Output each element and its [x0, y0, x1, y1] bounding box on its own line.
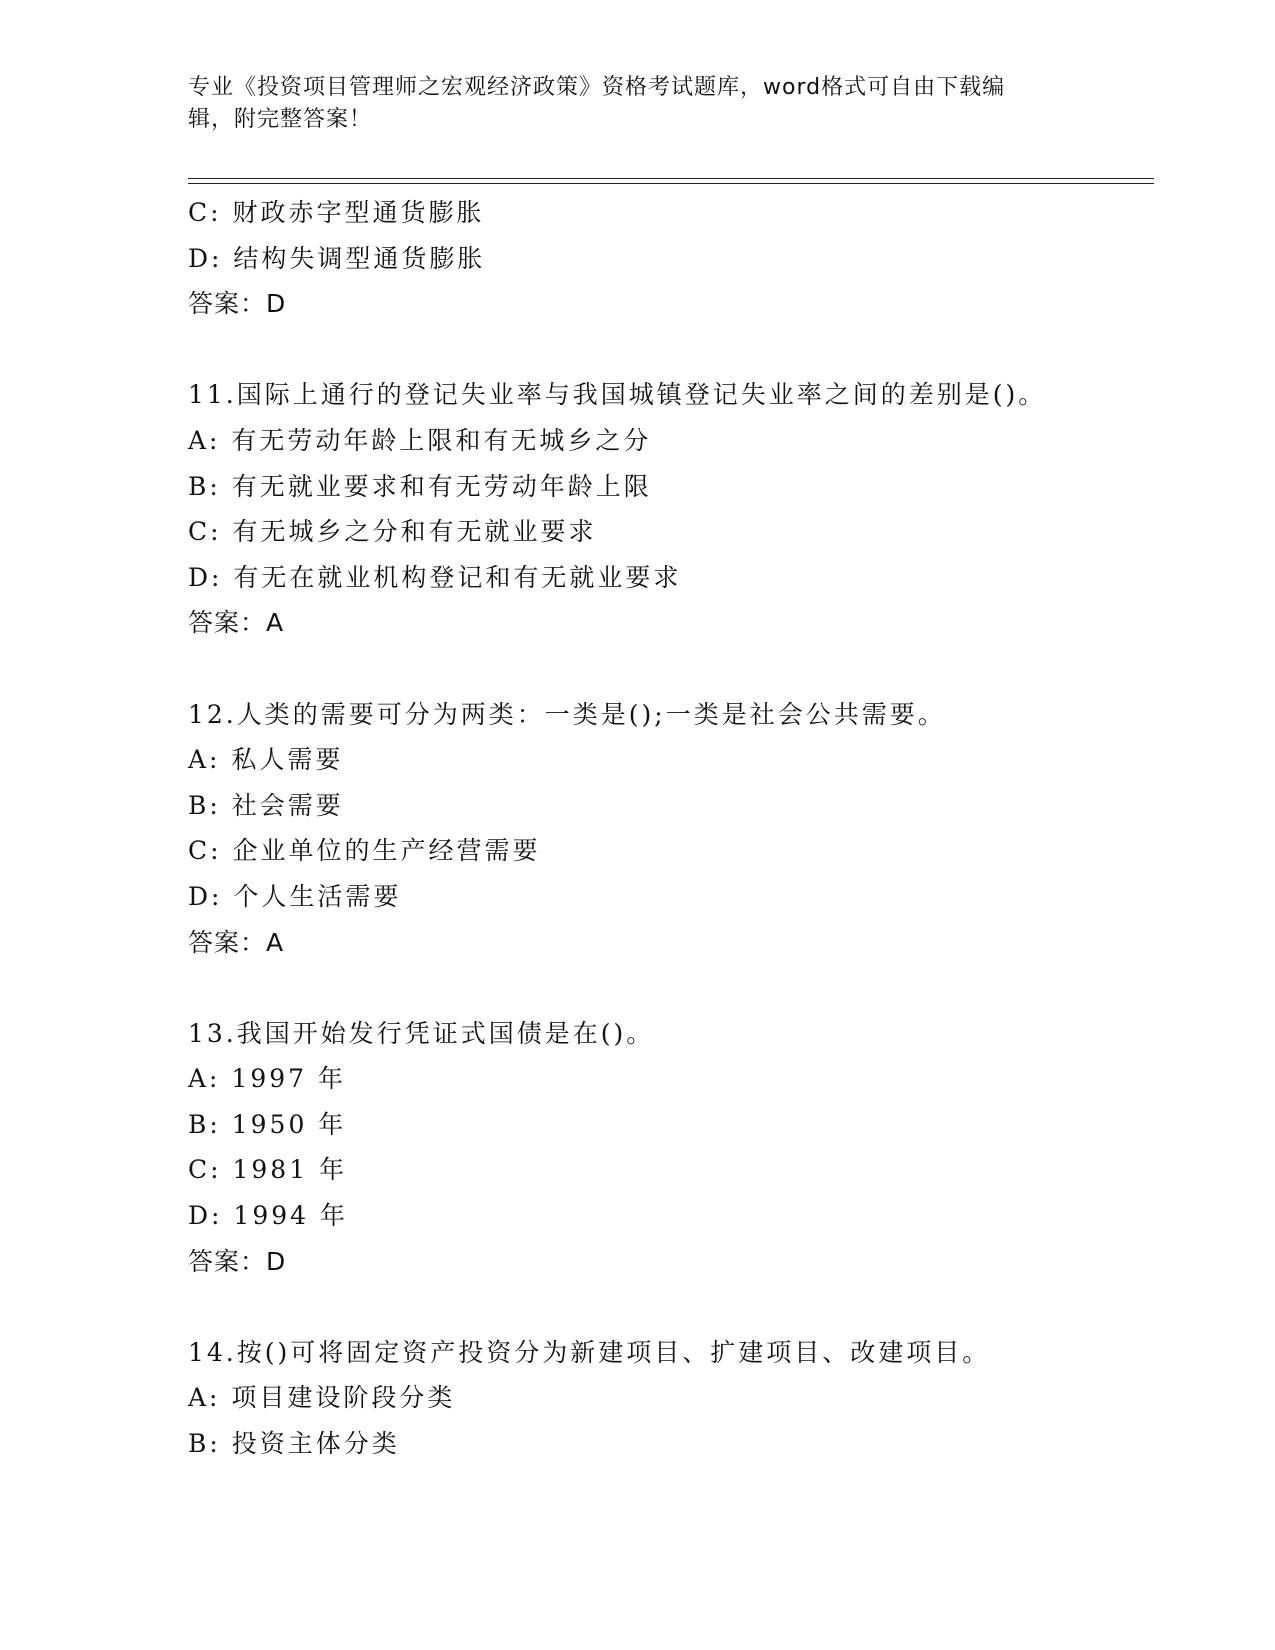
option-line: A: 有无劳动年龄上限和有无城乡之分 [188, 425, 652, 455]
question-block-10 [188, 190, 1154, 327]
option-line: D: 有无在就业机构登记和有无就业要求 [188, 562, 682, 592]
option-line: D: 个人生活需要 [188, 881, 402, 911]
question-stem: 12.人类的需要可分为两类：一类是();一类是社会公共需要。 [188, 699, 946, 729]
question-stem: 11.国际上通行的登记失业率与我国城镇登记失业率之间的差别是()。 [188, 380, 1047, 410]
blank-line [188, 1284, 1154, 1330]
option-line: A: 项目建设阶段分类 [188, 1383, 456, 1413]
option-line: C: 企业单位的生产经营需要 [188, 836, 541, 866]
question-list [188, 190, 1154, 1467]
answer-line: 答案：D [188, 1246, 287, 1276]
option-line: B: 1950 年 [188, 1109, 347, 1139]
option-line: C: 1981 年 [188, 1155, 348, 1185]
option-line: A: 1997 年 [188, 1064, 346, 1094]
option-line: A: 私人需要 [188, 745, 344, 775]
question-stem: 14.按()可将固定资产投资分为新建项目、扩建项目、改建项目。 [188, 1337, 991, 1367]
question-block-13 [188, 1011, 1154, 1285]
blank-line [188, 327, 1154, 373]
document-header [188, 72, 1068, 136]
option-line: B: 社会需要 [188, 790, 344, 820]
option-line: D: 1994 年 [188, 1201, 348, 1231]
answer-line: 答案：A [188, 608, 285, 638]
blank-line [188, 965, 1154, 1011]
question-block-14 [188, 1330, 1154, 1467]
option-line: B: 投资主体分类 [188, 1429, 400, 1459]
question-block-11 [188, 372, 1154, 646]
answer-line: 答案：D [188, 289, 287, 319]
option-line: C: 财政赤字型通货膨胀 [188, 198, 485, 227]
header-line-2: 辑，附完整答案！ [188, 107, 373, 132]
option-line: B: 有无就业要求和有无劳动年龄上限 [188, 471, 652, 501]
question-stem: 13.我国开始发行凭证式国债是在()。 [188, 1018, 655, 1048]
header-line-1: 专业《投资项目管理师之宏观经济政策》资格考试题库，word格式可自由下载编 [188, 75, 1006, 100]
answer-line: 答案：A [188, 927, 285, 957]
header-divider-bottom [188, 183, 1154, 184]
question-block-12 [188, 692, 1154, 966]
header-divider-top [188, 178, 1154, 179]
option-line: C: 有无城乡之分和有无就业要求 [188, 517, 597, 547]
blank-line [188, 646, 1154, 692]
option-line: D: 结构失调型通货膨胀 [188, 243, 486, 273]
